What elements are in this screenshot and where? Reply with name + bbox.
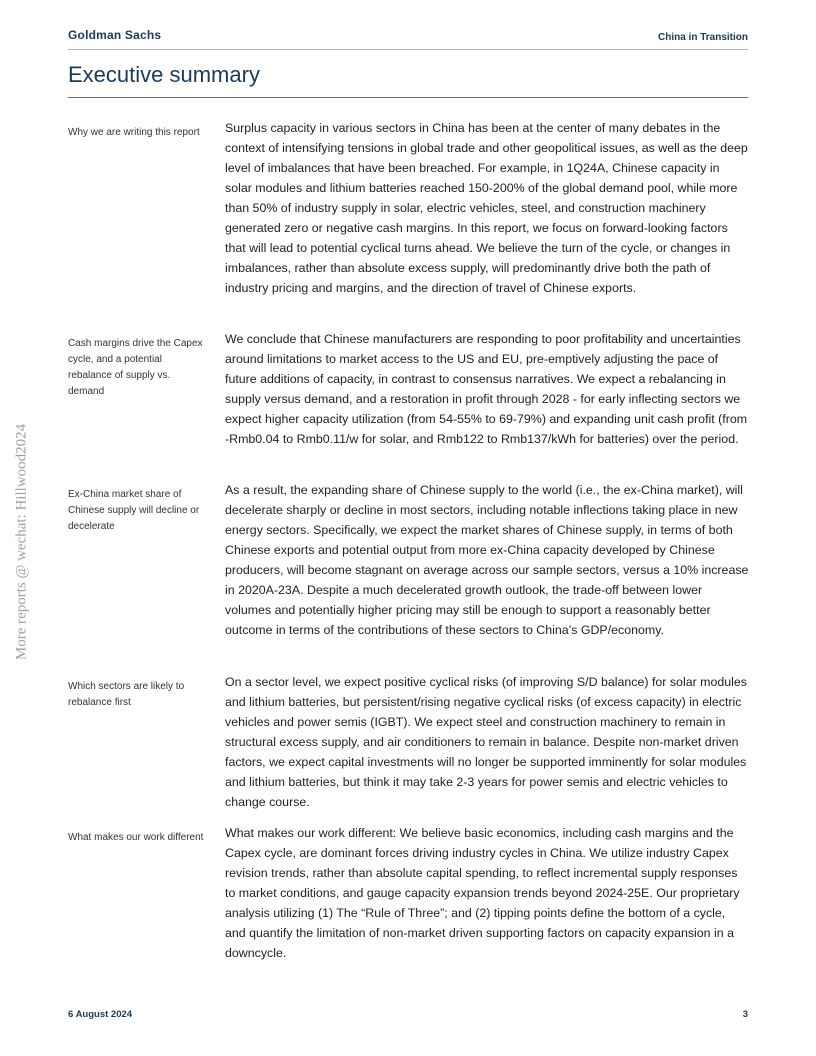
title-divider: [68, 97, 748, 98]
section-body: We conclude that Chinese manufacturers are responding to poor profitability and uncertainties around limitations to market access to the US and EU, pre-emptively adjusting the pace of future additions of capacity, in contrast to consensus narratives. We expect a rebalancing in supply versus demand, and a restoration in profit through 2028 - for early inflecting sectors we expect higher capacity utilization (from 54-55% to 69-79%) and expanding unit cash profit (from -Rmb0.04 to Rmb0.11/w for solar, and Rmb122 to Rmb137/kWh for batteries) over the period.: [225, 332, 748, 446]
brand-name: Goldman Sachs: [68, 28, 162, 42]
footer-date: 6 August 2024: [68, 1009, 133, 1020]
section-label: What makes our work different: [68, 832, 204, 843]
section-body: On a sector level, we expect positive cyclical risks (of improving S/D balance) for solar modules and lithium batteries, but persistent/rising negative cyclical risks (of excess capacity) in electric vehicles and power semis (IGBT). We expect steel and construction machinery to remain in structural excess supply, and air conditioners to remain in balance. Despite non-market driven factors, we expect capital investments will no longer be supported imminently for solar modules and lithium batteries, but think it may take 2-3 years for power semis and electric vehicles to change course.: [225, 675, 747, 809]
section-body: As a result, the expanding share of Chinese supply to the world (i.e., the ex-China market), will decelerate sharply or decline in most sectors, including notable inflections taking place in new energy sectors. Specifically, we expect the market shares of Chinese supply, in terms of both Chinese exports and potential output from more ex-China capacity developed by Chinese producers, will become stagnant on average across our sample sectors, versus a 10% increase in 2020A-23A. Despite a much decelerated growth outlook, the trade-off between lower volumes and potentially higher pricing may still be enough to support a reasonably better outcome in terms of the contributions of these sectors to China’s GDP/economy.: [225, 483, 749, 637]
watermark-text: More reports @ wechat: Hillwood2024: [13, 423, 30, 661]
section-body: Surplus capacity in various sectors in China has been at the center of many debates in the context of intensifying tensions in global trade and other geopolitical issues, as well as the deep level of imbalances that have been breached. For example, in 1Q24A, Chinese capacity in solar modules and lithium batteries reached 150-200% of the global demand pool, while more than 50% of industry supply in solar, electric vehicles, steel, and construction machinery generated zero or negative cash margins. In this report, we focus on forward-looking factors that will lead to potential cyclical turns ahead. We believe the turn of the cycle, or changes in imbalances, rather than absolute excess supply, will predominantly drive both the path of industry pricing and margins, and the direction of travel of Chinese exports.: [225, 121, 748, 295]
page-number: 3: [742, 1009, 748, 1020]
section-label: Cash margins drive the Capex cycle, and a potential rebalance of supply vs. demand: [68, 338, 203, 397]
section-label: Which sectors are likely to rebalance first: [68, 681, 185, 708]
section-label: Ex-China market share of Chinese supply will decline or decelerate: [68, 489, 200, 532]
section-body: What makes our work different: We believe basic economics, including cash margins and the Capex cycle, are dominant forces driving industry cycles in China. We utilize industry Capex revision trends, rather than absolute capital spending, to reflect incremental supply responses to market conditions, and gauge capacity expansion trends beyond 2024-25E. Our proprietary analysis utilizing (1) The “Rule of Three”; and (2) tipping points define the bottom of a cycle, and quantify the limitation of non-market driven supporting factors on capacity expansion in a downcycle.: [225, 826, 740, 960]
header-divider: [68, 49, 748, 50]
section-label: Why we are writing this report: [68, 127, 200, 138]
report-series: China in Transition: [657, 32, 748, 43]
page-title: Executive summary: [68, 62, 260, 87]
